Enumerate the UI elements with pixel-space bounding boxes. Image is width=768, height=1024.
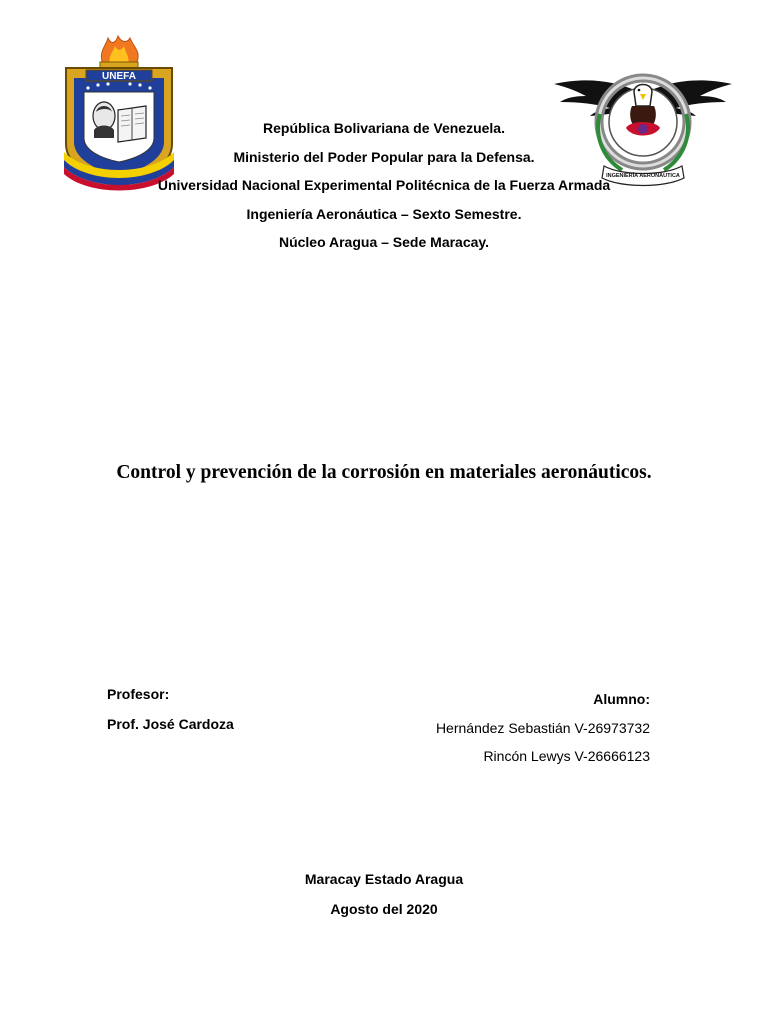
footer-date: Agosto del 2020 bbox=[330, 901, 438, 917]
student-name: Hernández Sebastián V-26973732 bbox=[435, 719, 650, 736]
student-name: Rincón Lewys V-26666123 bbox=[483, 748, 650, 764]
header-line-university: Universidad Nacional Experimental Politécnica de la Fuerza Armada bbox=[157, 177, 611, 193]
header-line-ministry: Ministerio del Poder Popular para la Defensa. bbox=[233, 148, 535, 165]
header-line-campus: Núcleo Aragua – Sede Maracay. bbox=[278, 234, 490, 250]
unefa-lettering: UNEFA bbox=[102, 71, 136, 82]
eagle-banner-lettering: INGENIERÍA AERONÁUTICA bbox=[606, 173, 680, 179]
header-line-republic: República Bolivariana de Venezuela. bbox=[263, 120, 505, 136]
header-line-program: Ingeniería Aeronáutica – Sexto Semestre. bbox=[246, 205, 522, 222]
professor-name: Prof. José Cardoza bbox=[107, 716, 234, 732]
students-block bbox=[436, 689, 650, 775]
document-title: Control y prevención de la corrosión en materiales aeronáuticos. bbox=[116, 462, 652, 483]
professor-label: Profesor: bbox=[107, 686, 170, 702]
footer-block bbox=[0, 869, 768, 929]
footer-place: Maracay Estado Aragua bbox=[304, 871, 464, 887]
professor-block bbox=[107, 684, 234, 744]
institution-header bbox=[0, 118, 768, 261]
students-label: Alumno: bbox=[593, 691, 650, 707]
